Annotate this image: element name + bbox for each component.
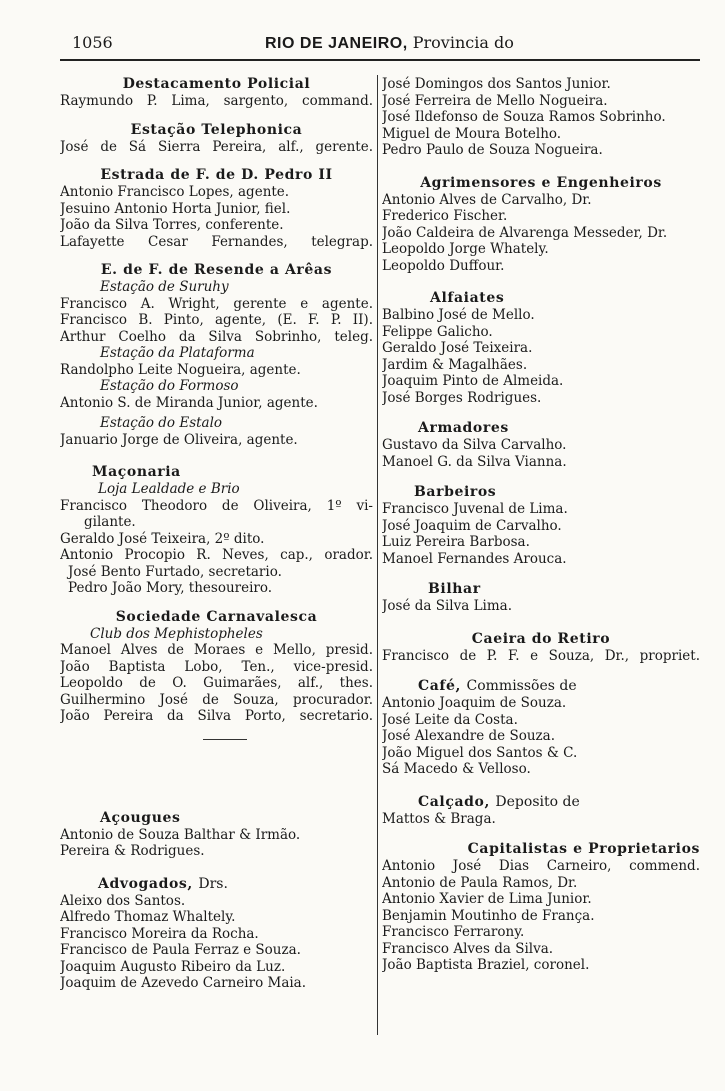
column-divider xyxy=(377,75,378,1035)
entry-line: Pedro Paulo de Souza Nogueira. xyxy=(382,142,603,158)
section-continuation xyxy=(382,76,700,159)
heading-note: Commissões de xyxy=(466,678,577,694)
entry-line: João da Silva Torres, conferente. xyxy=(60,217,284,233)
entry-line: Miguel de Moura Botelho. xyxy=(382,125,562,142)
entry-line: José Ferreira de Mello Nogueira. xyxy=(382,92,608,109)
section-heading: Capitalistas e Proprietarios xyxy=(467,841,700,857)
page-number: 1056 xyxy=(72,33,113,52)
entry-line: Francisco Theodoro de Oliveira, 1º vi- xyxy=(60,497,373,514)
entry-line: José Leite da Costa. xyxy=(382,711,518,728)
section-resende-areas xyxy=(60,262,373,448)
section-calcado xyxy=(382,794,700,828)
section-heading: Armadores xyxy=(418,420,509,436)
section-sociedade-carnavalesca xyxy=(60,609,373,725)
entry-line: Francisco Moreira da Rocha. xyxy=(60,925,259,942)
heading-title: Café, xyxy=(418,678,462,694)
station-subheading: Estação da Plataforma xyxy=(100,345,255,361)
section-heading: Maçonaria xyxy=(92,464,181,480)
section-capitalistas xyxy=(382,841,700,974)
section-bilhar xyxy=(382,581,700,615)
entry-line: Joaquim Pinto de Almeida. xyxy=(382,373,564,389)
section-heading xyxy=(382,678,700,695)
heading-note: Drs. xyxy=(198,875,228,892)
province-label: Provincia do xyxy=(412,33,514,52)
entry-line: Francisco Juvenal de Lima. xyxy=(382,501,568,517)
entry-line: Antonio Joaquim de Souza. xyxy=(382,695,567,711)
entry-line: Felippe Galicho. xyxy=(382,323,493,340)
entry-line: João Baptista Lobo, Ten., vice-presid. xyxy=(60,658,373,675)
entry-line: Francisco B. Pinto, agente, (E. F. P. II). xyxy=(60,312,373,328)
club-subheading: Club dos Mephistopheles xyxy=(90,625,263,642)
running-header xyxy=(60,33,700,53)
heading-note: Deposito de xyxy=(495,793,580,810)
entry-line: Pereira & Rodrigues. xyxy=(60,843,205,859)
section-heading: Agrimensores e Engenheiros xyxy=(420,174,662,191)
section-acougues xyxy=(60,810,373,860)
entry-line: José da Silva Lima. xyxy=(382,598,513,614)
entry-line: Aleixo dos Santos. xyxy=(60,892,186,909)
entry-line: Mattos & Braga. xyxy=(382,810,496,827)
entry-line: Randolpho Leite Nogueira, agente. xyxy=(60,361,301,378)
running-title xyxy=(265,33,514,53)
section-maconaria xyxy=(60,464,373,597)
entry-line: Gustavo da Silva Carvalho. xyxy=(382,437,567,453)
section-destacamento-policial xyxy=(60,76,373,110)
section-estacao-telephonica xyxy=(60,122,373,156)
entry-line: Benjamin Moutinho de França. xyxy=(382,907,595,924)
entry-line: Antonio Alves de Carvalho, Dr. xyxy=(382,191,592,208)
entry-line: Antonio de Paula Ramos, Dr. xyxy=(382,874,578,891)
entry-line: Joaquim Augusto Ribeiro da Luz. xyxy=(60,958,286,975)
entry-line: Jardim & Magalhães. xyxy=(382,356,528,373)
entry-line: Leopoldo de O. Guimarães, alf., thes. xyxy=(60,675,373,691)
section-heading xyxy=(60,876,373,893)
city-name: RIO DE JANEIRO, xyxy=(265,35,408,52)
entry-line: Francisco Ferrarony. xyxy=(382,924,525,940)
entry-line: José Bento Furtado, secretario. xyxy=(68,563,282,580)
entry-line: José Borges Rodrigues. xyxy=(382,389,542,406)
station-subheading: Estação do Formoso xyxy=(100,378,239,394)
entry-line: Antonio de Souza Balthar & Irmão. xyxy=(60,826,301,843)
entry-line: Sá Macedo & Velloso. xyxy=(382,761,531,777)
entry-line: Guilhermino José de Souza, procurador. xyxy=(60,691,373,708)
section-barbeiros xyxy=(382,484,700,567)
entry-line: João Pereira da Silva Porto, secretario. xyxy=(60,708,373,724)
section-advogados xyxy=(60,876,373,992)
entry-line: Antonio José Dias Carneiro, commend. xyxy=(382,858,700,874)
section-heading: E. de F. de Resende a Arêas xyxy=(100,262,333,278)
entry-line: Francisco de P. F. e Souza, Dr., propriet. xyxy=(382,647,700,664)
section-heading: Caeira do Retiro xyxy=(471,630,611,647)
entry-line: Antonio Francisco Lopes, agente. xyxy=(60,184,290,200)
section-estrada-d-pedro-ii xyxy=(60,167,373,250)
entry-line: Leopoldo Jorge Whately. xyxy=(382,241,549,257)
entry-line: José Alexandre de Souza. xyxy=(382,728,555,744)
heading-title: Calçado, xyxy=(418,793,490,810)
entry-line: Raymundo P. Lima, sargento, command. xyxy=(60,93,373,109)
entry-line: gilante. xyxy=(84,514,136,530)
section-heading: Barbeiros xyxy=(414,484,497,500)
entry-line: Lafayette Cesar Fernandes, telegrap. xyxy=(60,233,373,250)
section-heading: Destacamento Policial xyxy=(122,76,311,92)
section-heading xyxy=(382,794,700,811)
heading-title: Advogados, xyxy=(98,875,193,892)
section-alfaiates xyxy=(382,290,700,406)
entry-line: Manoel Fernandes Arouca. xyxy=(382,550,567,567)
section-heading: Açougues xyxy=(100,809,181,826)
entry-line: Manoel G. da Silva Vianna. xyxy=(382,453,567,470)
entry-line: Francisco A. Wright, gerente e agente. xyxy=(60,295,373,312)
entry-line: Arthur Coelho da Silva Sobrinho, teleg. xyxy=(60,328,373,345)
header-rule xyxy=(60,59,700,61)
entry-line: José Ildefonso de Souza Ramos Sobrinho. xyxy=(382,109,666,125)
section-caeira-do-retiro xyxy=(382,631,700,665)
entry-line: José de Sá Sierra Pereira, alf., gerente. xyxy=(60,138,373,155)
entry-line: João Baptista Braziel, coronel. xyxy=(382,957,590,973)
entry-line: Balbino José de Mello. xyxy=(382,307,535,323)
entry-line: Alfredo Thomaz Whaltely. xyxy=(60,909,236,925)
entry-line: Jesuino Antonio Horta Junior, fiel. xyxy=(60,200,291,217)
entry-line: Manoel Alves de Moraes e Mello, presid. xyxy=(60,642,373,658)
section-agrimensores xyxy=(382,175,700,275)
entry-line: Francisco de Paula Ferraz e Souza. xyxy=(60,942,301,958)
entry-line: José Domingos dos Santos Junior. xyxy=(382,76,611,92)
section-heading: Alfaiates xyxy=(430,290,505,306)
section-heading: Estrada de F. de D. Pedro II xyxy=(100,167,333,183)
left-column xyxy=(60,76,373,1004)
entry-line: João Miguel dos Santos & C. xyxy=(382,744,578,761)
section-heading: Sociedade Carnavalesca xyxy=(115,608,318,625)
entry-line: Frederico Fischer. xyxy=(382,208,508,224)
entry-line: José Joaquim de Carvalho. xyxy=(382,517,562,534)
entry-line: Antonio Xavier de Lima Junior. xyxy=(382,891,592,907)
entry-line: João Caldeira de Alvarenga Messeder, Dr. xyxy=(382,224,668,241)
right-column xyxy=(382,76,700,986)
entry-line: Francisco Alves da Silva. xyxy=(382,940,554,957)
section-separator-rule xyxy=(203,739,247,740)
station-subheading: Estação do Estalo xyxy=(100,415,223,431)
entry-line: Antonio S. de Miranda Junior, agente. xyxy=(60,394,318,411)
entry-line: Antonio Procopio R. Neves, cap., orador. xyxy=(60,547,373,563)
entry-line: Januario Jorge de Oliveira, agente. xyxy=(60,431,298,448)
station-subheading: Estação de Suruhy xyxy=(100,279,229,295)
entry-line: Geraldo José Teixeira. xyxy=(382,340,533,356)
entry-line: Leopoldo Duffour. xyxy=(382,257,505,274)
section-heading: Estação Telephonica xyxy=(130,121,303,138)
section-cafe xyxy=(382,678,700,778)
entry-line: Pedro João Mory, thesoureiro. xyxy=(68,580,273,596)
section-armadores xyxy=(382,420,700,470)
section-heading: Bilhar xyxy=(428,581,481,597)
entry-line: Luiz Pereira Barbosa. xyxy=(382,534,530,550)
entry-line: Geraldo José Teixeira, 2º dito. xyxy=(60,530,265,547)
entry-line: Joaquim de Azevedo Carneiro Maia. xyxy=(60,975,307,991)
lodge-subheading: Loja Lealdade e Brio xyxy=(98,481,240,497)
